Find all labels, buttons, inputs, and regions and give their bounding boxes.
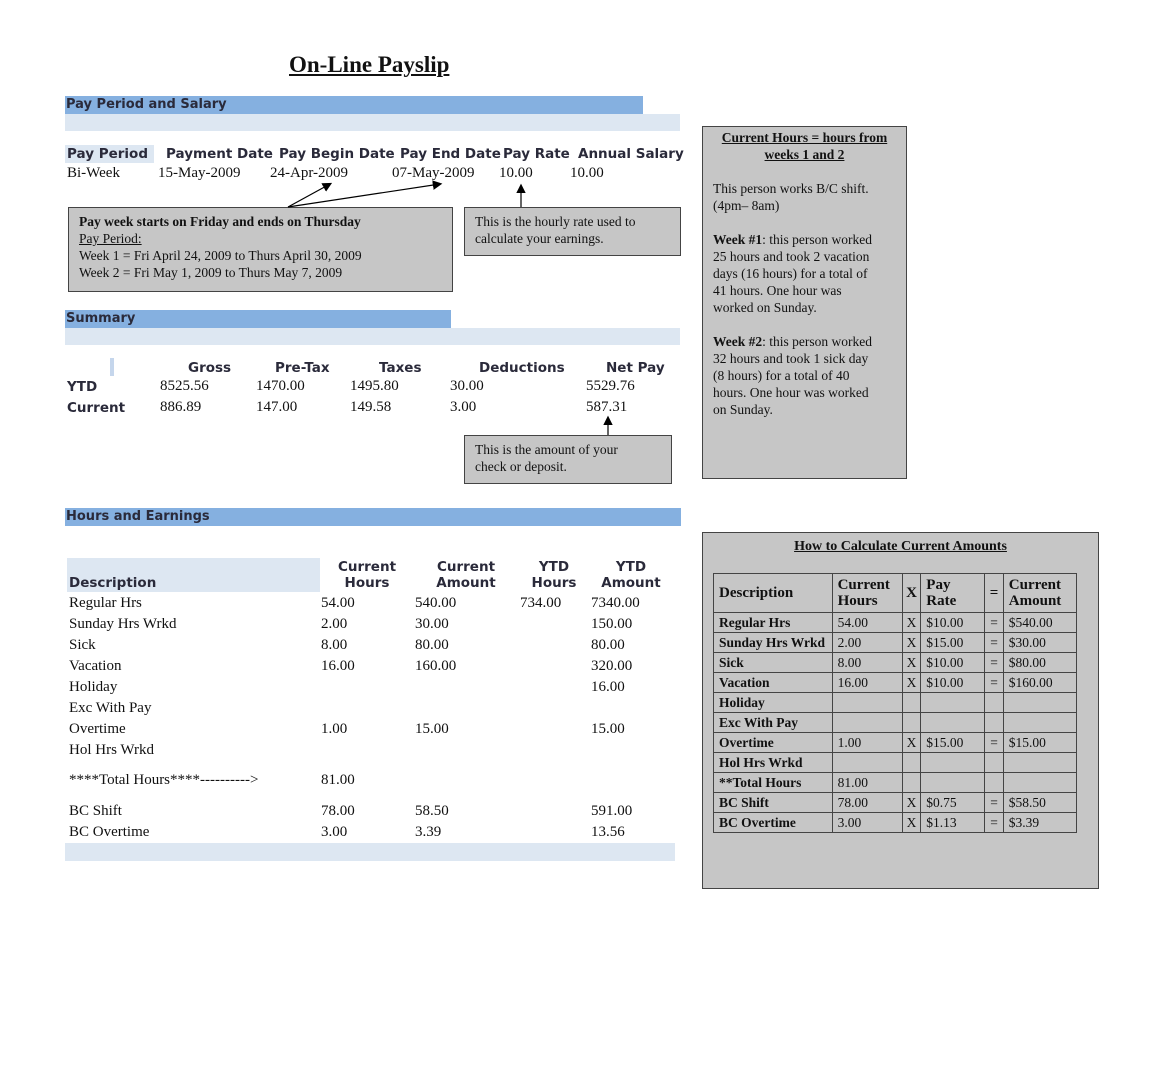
summary-header-gross: Gross (188, 360, 232, 376)
week2-label: Week #2 (713, 334, 763, 349)
table-row (714, 613, 1077, 633)
summary-header-taxes: Taxes (379, 360, 422, 376)
calc-cell-eq: = (985, 673, 1004, 693)
summary-ytd-taxes: 1495.80 (350, 378, 399, 394)
hours-footer-bar (65, 843, 675, 861)
hours-cell-description: Vacation (69, 658, 122, 674)
hours-cell-description: BC Shift (69, 803, 122, 819)
hours-cell-current-hours: 16.00 (321, 658, 355, 674)
hours-cell-current-hours: 81.00 (321, 772, 355, 788)
calc-table (713, 573, 1077, 833)
summary-header-pretax: Pre-Tax (275, 360, 330, 376)
hours-cell-current-hours: 54.00 (321, 595, 355, 611)
current-hours-note-week2 (713, 333, 896, 418)
hours-cell-current-amount: 540.00 (415, 595, 457, 611)
calc-cell-amount: $15.00 (1003, 733, 1076, 753)
week1-line5: worked on Sunday. (713, 300, 817, 315)
header-annual-salary: Annual Salary (578, 146, 684, 162)
calc-cell-rate: $0.75 (921, 793, 985, 813)
hours-cell-description: ****Total Hours****----------> (69, 772, 259, 788)
header-pay-begin-date: Pay Begin Date (279, 146, 395, 162)
hours-cell-current-hours: 2.00 (321, 616, 348, 632)
calc-cell-description: Sick (714, 653, 833, 673)
calc-cell-amount (1003, 753, 1076, 773)
hours-cell-description: Overtime (69, 721, 126, 737)
pay-week-note-week1: Week 1 = Fri April 24, 2009 to Thurs April 30, 2009 (79, 248, 362, 263)
calc-cell-x: X (902, 733, 921, 753)
hours-cell-current-amount: 80.00 (415, 637, 449, 653)
calc-cell-x: X (902, 673, 921, 693)
week2-line3: (8 hours) for a total of 40 (713, 368, 850, 383)
net-pay-note (464, 435, 672, 484)
section-bar-hours (65, 508, 681, 526)
hours-header-ytd-hours (526, 559, 582, 591)
table-row (714, 693, 1077, 713)
calc-cell-description: Sunday Hrs Wrkd (714, 633, 833, 653)
week1-line2: 25 hours and took 2 vacation (713, 249, 870, 264)
calc-cell-description: Regular Hrs (714, 613, 833, 633)
summary-current-taxes: 149.58 (350, 399, 392, 415)
summary-row-label-current: Current (67, 400, 126, 416)
hours-header-ytd-amount-line2: Amount (601, 575, 661, 591)
hours-cell-description: Hol Hrs Wrkd (69, 742, 154, 758)
value-pay-rate: 10.00 (499, 165, 533, 181)
hours-cell-description: Sunday Hrs Wrkd (69, 616, 177, 632)
calc-header-amount: Current Amount (1003, 574, 1076, 613)
section-bar-summary (65, 310, 451, 328)
hours-header-current-amount (428, 559, 504, 591)
calc-cell-description: Vacation (714, 673, 833, 693)
calc-cell-hours: 81.00 (832, 773, 902, 793)
hours-header-ytd-amount-line1: YTD (615, 559, 647, 575)
current-hours-note-week1 (713, 231, 896, 316)
calc-cell-hours: 8.00 (832, 653, 902, 673)
rate-note-line2: calculate your earnings. (475, 231, 604, 246)
week1-line3: days (16 hours) for a total of (713, 266, 868, 281)
hours-cell-ytd-amount: 591.00 (591, 803, 633, 819)
calc-cell-rate: $15.00 (921, 633, 985, 653)
calc-cell-eq: = (985, 813, 1004, 833)
calc-cell-x: X (902, 653, 921, 673)
current-hours-note (702, 126, 907, 479)
hours-header-current-hours (330, 559, 404, 591)
table-row (714, 673, 1077, 693)
calc-cell-rate (921, 773, 985, 793)
header-pay-rate: Pay Rate (503, 146, 570, 162)
table-row (714, 813, 1077, 833)
calc-cell-eq: = (985, 793, 1004, 813)
pay-week-note (68, 207, 453, 292)
calc-cell-rate (921, 693, 985, 713)
calc-cell-description: Exc With Pay (714, 713, 833, 733)
hours-cell-ytd-hours: 734.00 (520, 595, 562, 611)
summary-current-deductions: 3.00 (450, 399, 477, 415)
hours-header-current-hours-line1: Current (337, 559, 397, 575)
calc-cell-amount (1003, 713, 1076, 733)
calc-cell-eq (985, 773, 1004, 793)
shift-line1: This person works B/C shift. (713, 181, 869, 196)
table-row (714, 713, 1077, 733)
calc-cell-hours: 78.00 (832, 793, 902, 813)
section-bar-pay-period (65, 96, 643, 114)
calc-cell-x (902, 753, 921, 773)
calc-cell-rate: $10.00 (921, 673, 985, 693)
value-payment-date: 15-May-2009 (158, 165, 241, 181)
calc-cell-rate: $10.00 (921, 613, 985, 633)
calc-cell-rate: $1.13 (921, 813, 985, 833)
week1-line1: : this person worked (762, 232, 872, 247)
page-title: On-Line Payslip (289, 52, 450, 77)
hours-cell-current-amount: 30.00 (415, 616, 449, 632)
header-pay-period: Pay Period (67, 146, 148, 162)
hours-cell-description: BC Overtime (69, 824, 150, 840)
hours-cell-ytd-amount: 150.00 (591, 616, 633, 632)
calc-cell-hours: 3.00 (832, 813, 902, 833)
hours-cell-description: Holiday (69, 679, 118, 695)
calc-cell-hours (832, 693, 902, 713)
hours-cell-current-hours: 1.00 (321, 721, 348, 737)
section-heading-summary: Summary (66, 311, 136, 326)
hours-cell-current-hours: 78.00 (321, 803, 355, 819)
hours-cell-current-hours: 3.00 (321, 824, 348, 840)
calc-cell-hours: 54.00 (832, 613, 902, 633)
summary-header-deductions: Deductions (479, 360, 565, 376)
hours-cell-current-amount: 160.00 (415, 658, 457, 674)
summary-current-gross: 886.89 (160, 399, 202, 415)
hours-header-ytd-hours-line1: YTD (538, 559, 570, 575)
pay-week-note-title: Pay week starts on Friday and ends on Thursday (79, 214, 361, 229)
current-hours-note-title-line2: weeks 1 and 2 (764, 147, 845, 162)
value-annual-salary: 10.00 (570, 165, 604, 181)
hours-cell-description: Regular Hrs (69, 595, 142, 611)
calc-cell-hours: 1.00 (832, 733, 902, 753)
calc-header-row (714, 574, 1077, 613)
hours-header-current-amount-line1: Current (436, 559, 496, 575)
week2-line5: on Sunday. (713, 402, 773, 417)
value-pay-end-date: 07-May-2009 (392, 165, 475, 181)
table-row (714, 633, 1077, 653)
calc-cell-amount: $3.39 (1003, 813, 1076, 833)
calc-cell-amount (1003, 773, 1076, 793)
calc-cell-hours: 2.00 (832, 633, 902, 653)
calc-cell-description: Overtime (714, 733, 833, 753)
arrow-to-begin-date (288, 184, 330, 207)
calc-cell-amount: $30.00 (1003, 633, 1076, 653)
summary-current-netpay: 587.31 (586, 399, 628, 415)
calc-cell-eq: = (985, 633, 1004, 653)
summary-marker (110, 358, 114, 376)
rate-note (464, 207, 681, 256)
calc-cell-hours (832, 713, 902, 733)
hours-cell-description: Exc With Pay (69, 700, 152, 716)
summary-ytd-pretax: 1470.00 (256, 378, 305, 394)
summary-ytd-netpay: 5529.76 (586, 378, 635, 394)
arrow-to-end-date (288, 184, 440, 207)
value-pay-begin-date: 24-Apr-2009 (270, 165, 349, 181)
hours-cell-current-amount: 3.39 (415, 824, 442, 840)
week1-line4: 41 hours. One hour was (713, 283, 842, 298)
calc-header-hours: Current Hours (832, 574, 902, 613)
week2-line1: : this person worked (762, 334, 872, 349)
summary-ytd-gross: 8525.56 (160, 378, 209, 394)
pay-week-note-week2: Week 2 = Fri May 1, 2009 to Thurs May 7, 2009 (79, 265, 343, 280)
calc-cell-description: BC Overtime (714, 813, 833, 833)
calc-header-rate: Pay Rate (921, 574, 985, 613)
calc-cell-rate (921, 753, 985, 773)
table-row (714, 773, 1077, 793)
calc-cell-amount: $58.50 (1003, 793, 1076, 813)
calc-box-title: How to Calculate Current Amounts (794, 539, 1007, 554)
calc-cell-rate (921, 713, 985, 733)
summary-header-netpay: Net Pay (606, 360, 665, 376)
summary-current-pretax: 147.00 (256, 399, 298, 415)
hours-cell-current-amount: 15.00 (415, 721, 449, 737)
calc-cell-eq (985, 753, 1004, 773)
table-row (714, 793, 1077, 813)
calc-cell-x: X (902, 813, 921, 833)
summary-ytd-deductions: 30.00 (450, 378, 484, 394)
calc-cell-amount: $160.00 (1003, 673, 1076, 693)
calc-cell-eq: = (985, 613, 1004, 633)
current-hours-note-title-line1: Current Hours = hours from (721, 130, 888, 145)
current-hours-note-title (713, 129, 896, 163)
calc-cell-x: X (902, 633, 921, 653)
hours-cell-ytd-amount: 7340.00 (591, 595, 640, 611)
calc-cell-x: X (902, 613, 921, 633)
week2-line2: 32 hours and took 1 sick day (713, 351, 869, 366)
calc-cell-eq (985, 693, 1004, 713)
table-row (714, 753, 1077, 773)
section-underbar (65, 328, 680, 345)
rate-note-line1: This is the hourly rate used to (475, 214, 636, 229)
hours-cell-ytd-amount: 16.00 (591, 679, 625, 695)
current-hours-note-shift (713, 180, 896, 214)
calc-cell-description: Hol Hrs Wrkd (714, 753, 833, 773)
section-heading-pay-period: Pay Period and Salary (66, 97, 227, 112)
hours-cell-current-hours: 8.00 (321, 637, 348, 653)
net-pay-note-line2: check or deposit. (475, 459, 567, 474)
calc-cell-rate: $15.00 (921, 733, 985, 753)
header-payment-date: Payment Date (166, 146, 273, 162)
calc-header-description: Description (714, 574, 833, 613)
calc-cell-x (902, 773, 921, 793)
week2-line4: hours. One hour was worked (713, 385, 869, 400)
week1-label: Week #1 (713, 232, 763, 247)
calc-cell-eq (985, 713, 1004, 733)
header-pay-end-date: Pay End Date (400, 146, 501, 162)
calc-cell-x (902, 713, 921, 733)
calc-cell-rate: $10.00 (921, 653, 985, 673)
calc-cell-description: **Total Hours (714, 773, 833, 793)
calc-cell-amount: $80.00 (1003, 653, 1076, 673)
hours-header-current-hours-line2: Hours (344, 575, 390, 591)
hours-cell-ytd-amount: 13.56 (591, 824, 625, 840)
value-pay-period: Bi-Week (67, 165, 120, 181)
calc-header-eq: = (985, 574, 1004, 613)
hours-header-ytd-hours-line2: Hours (531, 575, 577, 591)
hours-header-current-amount-line2: Amount (436, 575, 496, 591)
hours-cell-ytd-amount: 15.00 (591, 721, 625, 737)
calc-header-x: X (902, 574, 921, 613)
hours-cell-current-amount: 58.50 (415, 803, 449, 819)
section-heading-hours: Hours and Earnings (66, 509, 210, 524)
table-row (714, 733, 1077, 753)
summary-row-label-ytd: YTD (67, 379, 98, 395)
calc-cell-hours: 16.00 (832, 673, 902, 693)
calc-cell-hours (832, 753, 902, 773)
calc-cell-description: BC Shift (714, 793, 833, 813)
shift-line2: (4pm– 8am) (713, 198, 780, 213)
calc-cell-x (902, 693, 921, 713)
net-pay-note-line1: This is the amount of your (475, 442, 618, 457)
calc-cell-amount (1003, 693, 1076, 713)
calc-cell-x: X (902, 793, 921, 813)
hours-header-description: Description (69, 575, 157, 591)
calc-cell-eq: = (985, 733, 1004, 753)
pay-week-note-label: Pay Period: (79, 231, 142, 246)
calc-cell-amount: $540.00 (1003, 613, 1076, 633)
hours-cell-description: Sick (69, 637, 96, 653)
hours-cell-ytd-amount: 80.00 (591, 637, 625, 653)
hours-cell-ytd-amount: 320.00 (591, 658, 633, 674)
hours-header-ytd-amount (600, 559, 662, 591)
table-row (714, 653, 1077, 673)
calc-cell-eq: = (985, 653, 1004, 673)
calc-cell-description: Holiday (714, 693, 833, 713)
section-underbar (65, 114, 680, 131)
